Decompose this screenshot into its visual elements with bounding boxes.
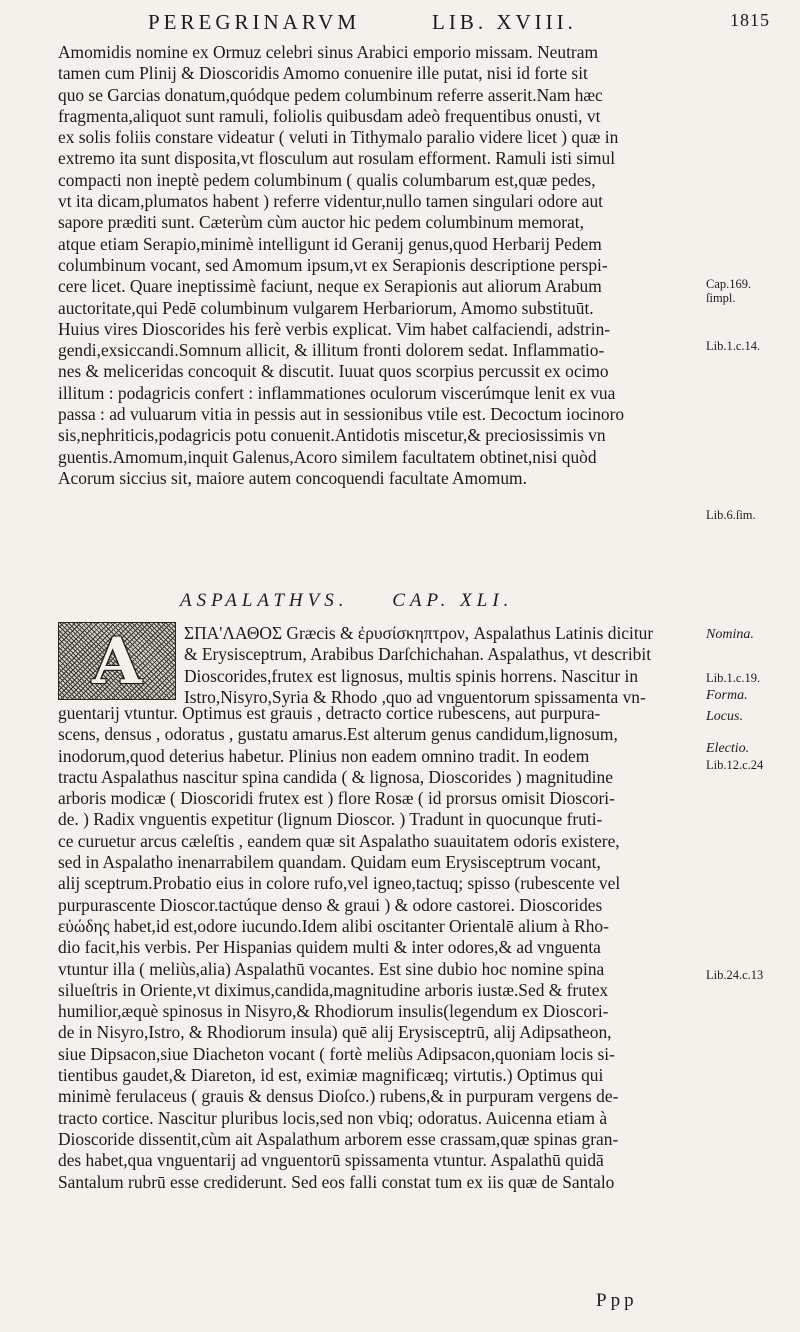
text-line: quo se Garcias donatum,quódque pedem columbinum referre asserit.Nam hæc	[58, 84, 603, 105]
body-text-aspalathus-intro	[58, 623, 700, 708]
text-line: siue Dipsacon,siue Diacheton vocant ( fortè meliùs Adipsacon,quoniam locis si-	[58, 1043, 615, 1064]
text-line: dio facit,his verbis. Per Hispanias quidem multi & inter odores,& ad vnguenta	[58, 937, 601, 958]
text-line: nes & meliceridas concoquit & discutit. Iuuat quos scorpius percussit ex ocimo	[58, 361, 609, 382]
text-line: auctoritate,qui Pedē columbinum vulgarem Herbariorum, Amomo substituūt.	[58, 297, 594, 318]
text-line: alij sceptrum.Probatio eius in colore rufo,vel igneo,tactuq; spisso (rubescente vel	[58, 873, 621, 894]
text-line: Dioscorides,frutex est lignosus, multis spinis horrens. Nascitur in	[184, 665, 639, 686]
text-line: des habet,qua vnguentarij ad vnguentorū spissamenta vtuntur. Aspalathū quidā	[58, 1150, 604, 1171]
text-line: sed in Aspalatho inenarrabilem quandam. Quidam eum Erysisceptrum vocant,	[58, 852, 601, 873]
text-line: purpurascente Dioscor.tactúque denso & graui ) & odore castorei. Dioscorides	[58, 894, 603, 915]
margin-note-lib12c24: Lib.12.c.24	[706, 758, 764, 772]
text-line: columbinum vocant, sed Amomum ipsum,vt ex Serapionis descriptione perspi-	[58, 254, 608, 275]
text-line: compacti non ineptè pedem columbinum ( qualis columbarum est,quæ pedes,	[58, 169, 596, 190]
text-line: vt ita dicam,plumatos habent ) referre videntur,nullo tamen singulari odore aut	[58, 191, 604, 212]
text-line: scens, densus , odoratus , gustatu amarus.Est alterum genus candidum,lignosum,	[58, 724, 618, 745]
text-line: vtuntur illa ( meliùs,alia) Aspalathū vocantes. Est sine dubio hoc nomine spina	[58, 958, 605, 979]
signature-mark: Ppp	[596, 1290, 638, 1311]
text-line: tientibus gaudet,& Diareton, id est, eximiæ magnificæq; virtutis.) Optimus qui	[58, 1065, 604, 1086]
text-line: ce curuetur arcus cæleſtis , eandem quæ sit Aspalatho suauitatem odoris existere,	[58, 830, 620, 851]
margin-note-lib1c14: Lib.1.c.14.	[706, 339, 761, 353]
text-line: illitum : podagricis confert : inflammationes oculorum viscerúmque lenit ex vua	[58, 382, 616, 403]
chapter-title: ASPALATHVS.	[180, 590, 349, 611]
text-line: cere licet. Quare ineptissimè faciunt, neque ex Serapionis aut aliorum Arabum	[58, 276, 602, 297]
text-line: εὐώδης habet,id est,odore iucundo.Idem alibi oscitanter Orientalē alium à Rho-	[58, 915, 609, 936]
margin-note-lib1c19: Lib.1.c.19.	[706, 671, 761, 685]
text-line: extremo ita sunt disposita,vt flosculum aut rosulam efforment. Ramuli isti simul	[58, 148, 616, 169]
text-line: inodorum,quod deterius habetur. Plinius non eadem omnino tradit. In eodem	[58, 745, 590, 766]
margin-note-forma: Forma.	[706, 688, 748, 703]
text-line: arboris modicæ ( Dioscoridi frutex est ) flore Rosæ ( id prorsus omisit Dioscori-	[58, 788, 615, 809]
text-line: ΣΠΑ'ΛΑΘΟΣ Græcis & ἐρυσίσκηπτρον, Aspalathus Latinis dicitur	[184, 623, 654, 643]
text-line: tracto cortice. Nascitur pluribus locis,sed non vbiq; odoratus. Auicenna etiam à	[58, 1107, 608, 1128]
text-line: Dioscoride dissentit,cùm ait Aspalathum arborem esse crassam,quæ spinas gran-	[58, 1128, 619, 1149]
running-head-book: LIB. XVIII.	[432, 10, 577, 34]
text-line: de. ) Radix vnguentis expetitur (lignum Dioscor. ) Tradunt in quocunque fruti-	[58, 809, 603, 830]
text-line: Huius vires Dioscorides his ferè verbis explicat. Vim habet calfaciendi, adstrin-	[58, 318, 611, 339]
text-line: tamen cum Plinij & Dioscoridis Amomo conuenire ille putat, nisi id forte sit	[58, 63, 588, 84]
margin-note-cap: Cap.169.	[706, 277, 752, 291]
text-line: silueſtris in Oriente,vt diximus,candida,magnitudine arboris iustæ.Sed & frutex	[58, 979, 609, 1000]
text-line: & Erysisceptrum, Arabibus Darſchichahan. Aspalathus, vt describit	[184, 644, 652, 665]
text-line: gendi,exsiccandi.Somnum allicit, & illitum fronti dolorem sedat. Inflammatio-	[58, 340, 605, 361]
running-head	[0, 10, 800, 42]
page-number: 1815	[730, 10, 770, 30]
margin-note-lib24c13: Lib.24.c.13	[706, 968, 764, 982]
initial-letter: A	[92, 623, 142, 699]
margin-note-locus: Locus.	[706, 709, 743, 724]
text-line: ex solis foliis constare videatur ( veluti in Tithymalo paralio videre licet ) quæ in	[58, 127, 619, 148]
text-line: guentis.Amomum,inquit Galenus,Acoro similem facultatem obtinet,nisi quòd	[58, 446, 597, 467]
text-line: sis,nephriticis,podagricis potu conuenit.Antidotis miscetur,& preciosissimis vn	[58, 425, 606, 446]
text-line: passa : ad vuluarum vitia in pessis aut in sessionibus vtile est. Decoctum iocinoro	[58, 404, 625, 425]
text-line: minimè ferulaceus ( grauis & densus Dioſco.) rubens,& in purpuram vergens de-	[58, 1086, 619, 1107]
chapter-number: CAP. XLI.	[392, 590, 514, 611]
text-line: atque etiam Serapio,minimè intelligunt id Geranij genus,quod Herbarij Pedem	[58, 233, 602, 254]
text-line: guentarij vtuntur. Optimus est grauis , detracto cortice rubescens, aut purpura-	[58, 703, 601, 723]
running-head-title: PEREGRINARVM	[148, 10, 361, 34]
text-line: Istro,Nisyro,Syria & Rhodo ,quo ad vnguentorum spissamenta vn-	[184, 686, 646, 707]
text-line: sapore præditi sunt. Cæterùm cùm auctor hic pedem columbinum memorat,	[58, 212, 584, 233]
margin-note-electio: Electio.	[706, 741, 750, 756]
chapter-heading	[180, 590, 600, 612]
text-line: humilior,æquè spinosus in Nisyro,& Rhodiorum insulis(legendum ex Dioscori-	[58, 1001, 609, 1022]
text-line: de in Nisyro,Istro, & Rhodiorum insula) quē alij Erysisceptrū, alij Adipsatheon,	[58, 1022, 612, 1043]
body-text-amomum	[58, 42, 700, 489]
text-line: Amomidis nomine ex Ormuz celebri sinus Arabici emporio missam. Neutram	[58, 42, 598, 62]
text-line: fragmenta,aliquot sunt ramuli, foliolis quibusdam adeò frequentibus onusti, vt	[58, 105, 601, 126]
text-line: Acorum siccius sit, maiore autem concoquendi facultate Amomum.	[58, 467, 527, 488]
text-line: tractu Aspalathus nascitur spina candida ( & lignosa, Dioscorides ) magnitudine	[58, 766, 613, 787]
margin-note-lib6sim: Lib.6.ſim.	[706, 508, 756, 522]
margin-note-simpl: ſimpl.	[706, 291, 736, 305]
margin-note-nomina: Nomina.	[706, 627, 754, 642]
body-text-aspalathus	[58, 703, 700, 1193]
text-line: Santalum rubrū esse crediderunt. Sed eos falli constat tum ex iis quæ de Santalo	[58, 1171, 615, 1192]
